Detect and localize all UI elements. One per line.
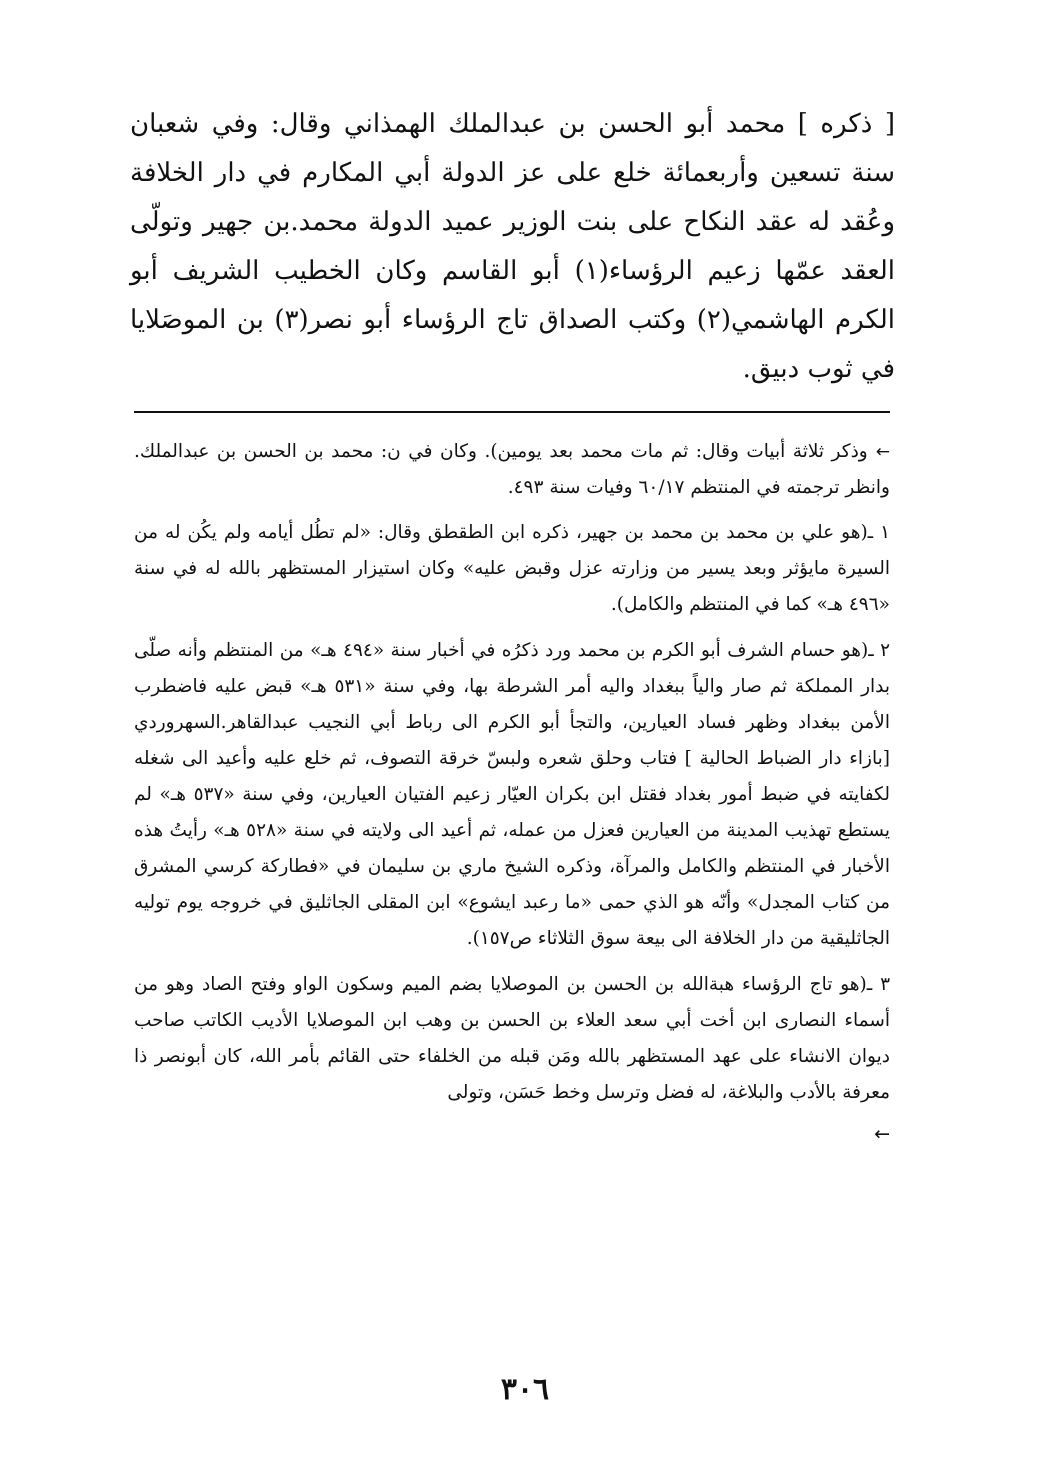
footnote-continuation-text: وذكر ثلاثة أبيات وقال: ثم مات محمد بعد يومين). وكان في ن: محمد بن الحسن بن عبدالملك. وانظر ترجمته في المنتظم ٦٠/١٧ وفيات سنة ٤٩٣. [134, 441, 890, 498]
footnote-2: ٢ ـ(هو حسام الشرف أبو الكرم بن محمد ورد ذكرُه في أخبار سنة «٤٩٤ هـ» من المنتظم وأنه صلّى بدار المملكة ثم صار والياً ببغداد واليه أمر الشرطة بها، وفي سنة «٥٣١ هـ» قبض عليه فاضطرب الأمن ببغداد وظهر فساد العيارين، والتجأ أبو الكرم الى رباط أبي النجيب عبدالقاهر.السهروردي [بازاء دار الضباط الحالية ] فتاب وحلق شعره ولبسّ خرقة التصوف، ثم خلع عليه وأعيد الى شغله لكفايته في ضبط أمور بغداد فقتل ابن بكران العيّار زعيم الفتيان العيارين، وفي سنة «٥٣٧ هـ» لم يستطع تهذيب المدينة من العيارين فعزل من عمله، ثم أعيد الى ولايته في سنة «٥٢٨ هـ» رأيتُ هذه الأخبار في المنتظم والكامل والمرآة، وذكره الشيخ ماري بن سليمان في «فطاركة كرسي المشرق من كتاب المجدل» وأنّه هو الذي حمى «ما رعبد ايشوع» ابن المقلى الجاثليق في خروجه يوم توليه الجاثليقية من دار الخلافة الى بيعة سوق الثلاثاء ص١٥٧). [134, 640, 891, 949]
main-paragraph: [ ذكره ] محمد أبو الحسن بن عبدالملك الهمذاني وقال: وفي شعبان سنة تسعين وأربعمائة خلع على عز الدولة أبي المكارم في دار الخلافة وعُقد له عقد النكاح على بنت الوزير عميد الدولة محمد.بن جهير وتولّى العقد عمّها زعيم الرؤساء(١) أبو القاسم وكان الخطيب الشريف أبو الكرم الهاشمي(٢) وكتب الصداق تاج الرؤساء أبو نصر(٣) بن الموصَلايا في ثوب دبيق. [130, 109, 895, 384]
footnotes-section [134, 434, 890, 1157]
continue-arrow-icon: ← [874, 1123, 890, 1145]
continuation-arrow-icon: ← [875, 442, 890, 462]
page-number: ٣٠٦ [500, 1372, 550, 1407]
footnote-3: ٣ ـ(هو تاج الرؤساء هبةالله بن الحسن بن الموصلايا بضم الميم وسكون الواو وفتح الصاد وهو من أسماء النصارى ابن أخت أبي سعد العلاء بن الحسن بن وهب ابن الموصلايا الأديب الكاتب صاحب ديوان الانشاء على عهد المستظهر بالله ومَن قبله من الخلفاء حتى القائم بأمر الله، كان أبونصر ذا معرفة بالأدب والبلاغة، له فضل وترسل وخط حَسَن، وتولى [134, 974, 890, 1103]
footnote-1: ١ ـ(هو علي بن محمد بن محمد بن جهير، ذكره ابن الطقطق وقال: «لم تطُل أيامه ولم يكُن له من السيرة مايؤثر وبعد يسير من وزارته عزل وقبض عليه» وكان استيزار المستظهر بالله له في سنة «٤٩٦ هـ» كما في المنتظم والكامل). [134, 522, 890, 615]
footnote-divider [134, 411, 890, 413]
footnote-continuation [134, 434, 890, 506]
